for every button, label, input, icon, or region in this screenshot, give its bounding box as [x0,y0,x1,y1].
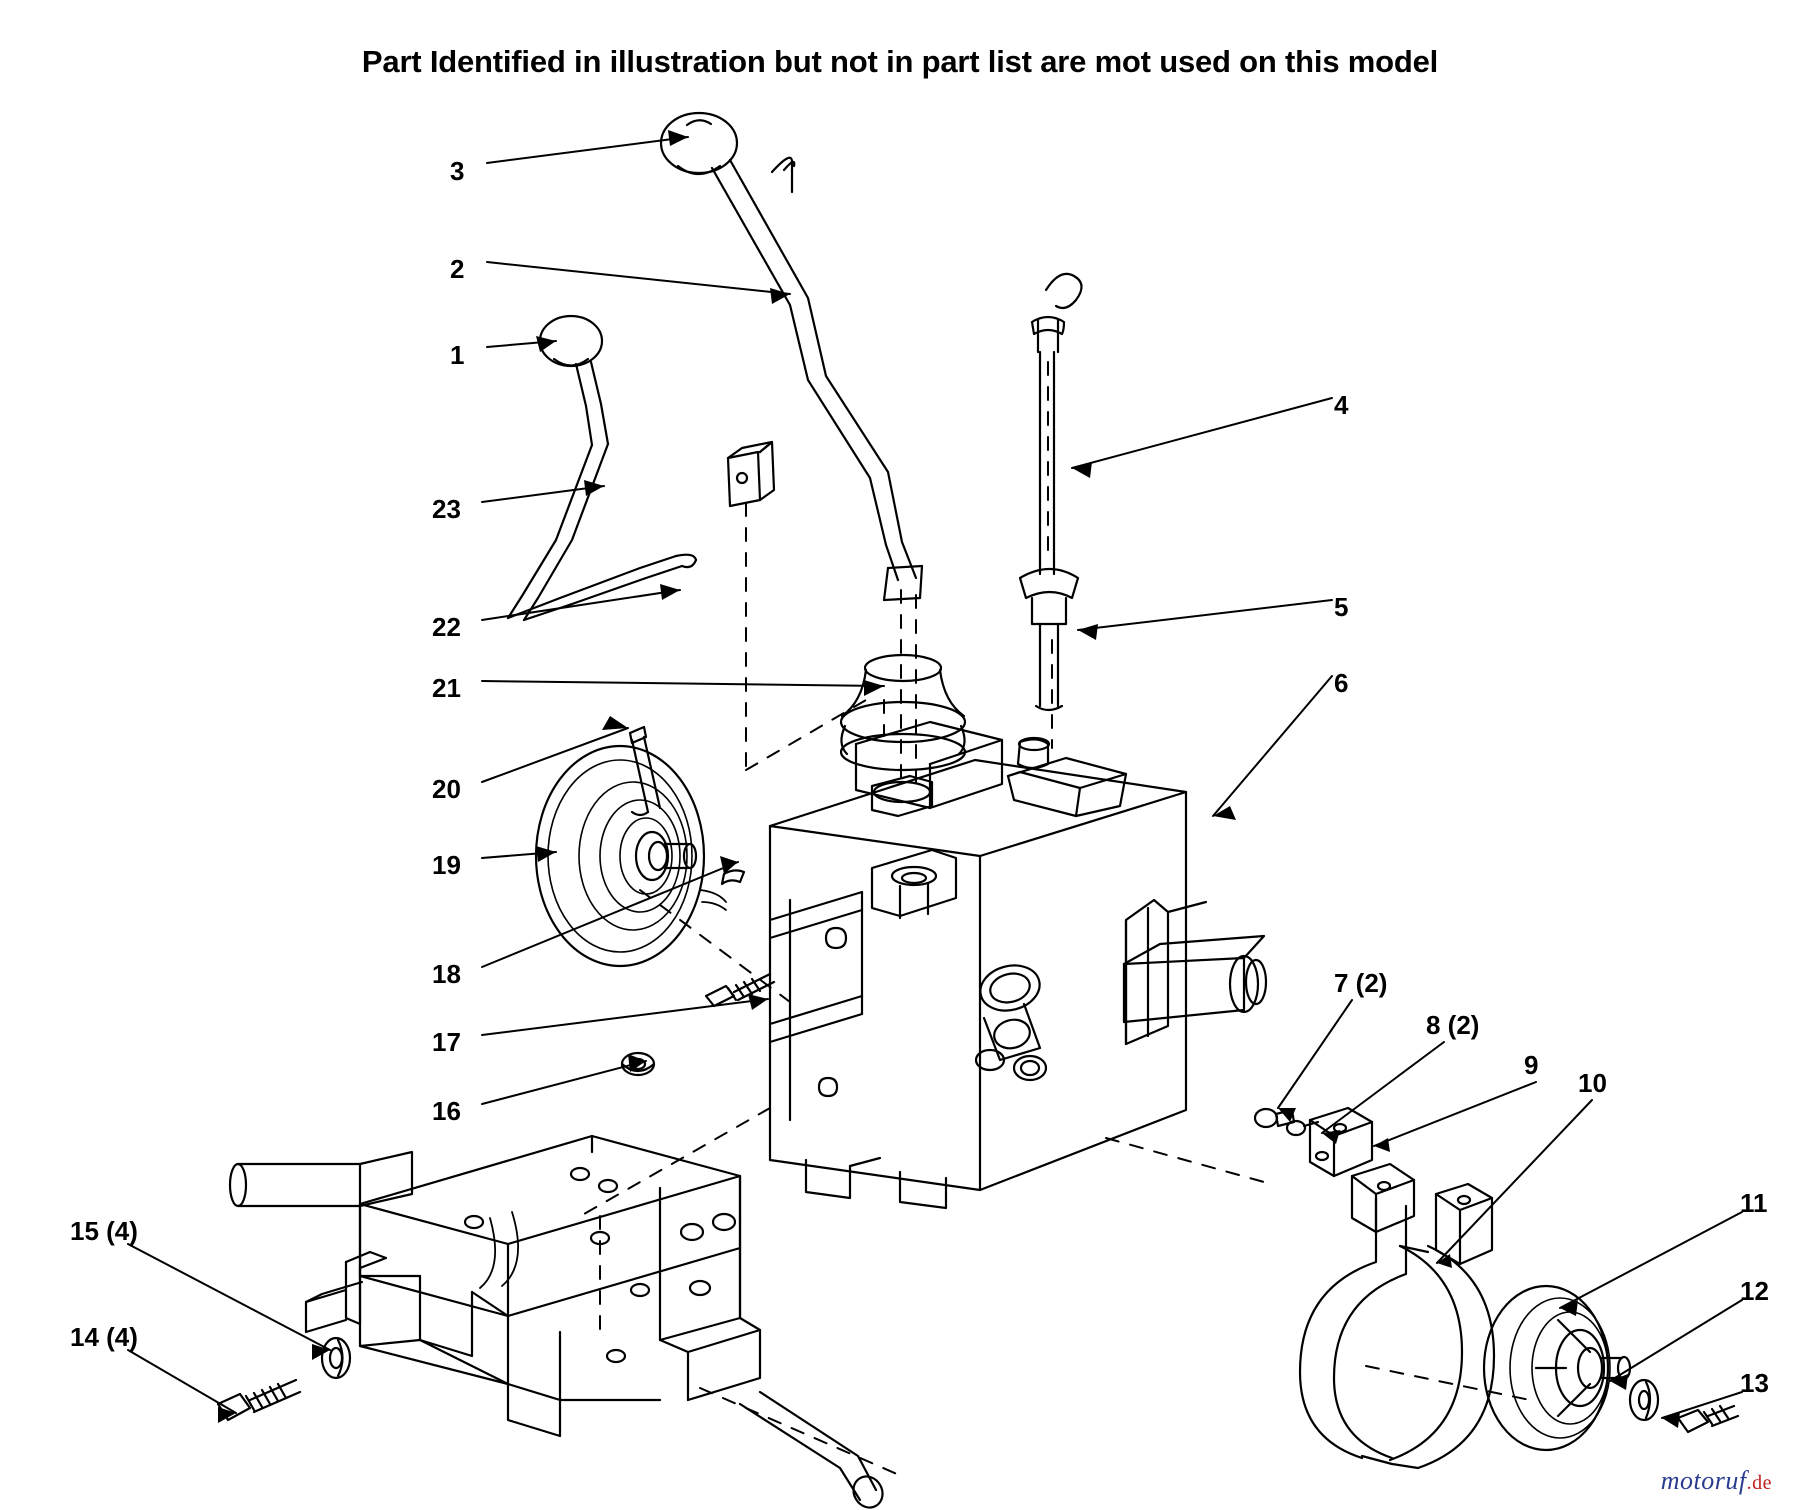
part-9-brake-band [1300,1198,1494,1468]
part-4-dipstick [1032,274,1082,574]
part-18-key [722,870,744,884]
callout-17[interactable]: 17 [432,1027,461,1057]
callout-22[interactable]: 22 [432,612,461,642]
callout-10[interactable]: 10 [1578,1068,1607,1098]
callout-20[interactable]: 20 [432,774,461,804]
callout-16[interactable]: 16 [432,1096,461,1126]
part-10-band-tab [1436,1184,1492,1264]
watermark-text: motoruf [1660,1466,1747,1495]
callout-15[interactable]: 15 (4) [70,1216,138,1246]
callout-13[interactable]: 13 [1740,1368,1769,1398]
watermark-suffix: .de [1746,1472,1772,1494]
callout-6[interactable]: 6 [1334,668,1349,698]
part-2-lever [712,158,922,600]
part-12-washer [1630,1380,1658,1420]
watermark [1661,1466,1772,1496]
callout-7[interactable]: 7 (2) [1334,968,1388,998]
part-11-brake-drum [1484,1286,1630,1450]
callout-4[interactable]: 4 [1334,390,1349,420]
page-title: Part Identified in illustration but not in part list are mot used on this model [361,44,1439,79]
callout-23[interactable]: 23 [432,494,461,524]
callout-5[interactable]: 5 [1334,592,1349,622]
leader-lines-left [482,137,884,1104]
callout-2[interactable]: 2 [450,254,465,284]
callout-14[interactable]: 14 (4) [70,1322,138,1352]
callout-21[interactable]: 21 [432,673,461,703]
callout-11[interactable]: 11 [1740,1188,1768,1218]
callout-3[interactable]: 3 [450,156,465,186]
callout-18[interactable]: 18 [432,959,461,989]
part-15-washers [322,1338,350,1378]
part-8-brackets [1310,1108,1414,1232]
callout-1[interactable]: 1 [450,340,465,370]
chassis-frame [230,1136,888,1510]
alignment-dashes [584,362,1530,1478]
part-22-bracket [728,442,774,506]
callout-9[interactable]: 9 [1524,1050,1539,1080]
callout-19[interactable]: 19 [432,850,461,880]
callout-12[interactable]: 12 [1740,1276,1769,1306]
part-23-lever [508,362,696,620]
part-5-plug [1020,569,1078,710]
part-20-bolt [630,727,660,815]
part-21-boot [841,655,965,770]
callout-8[interactable]: 8 (2) [1426,1010,1480,1040]
part-6-transmission-housing [770,722,1266,1208]
